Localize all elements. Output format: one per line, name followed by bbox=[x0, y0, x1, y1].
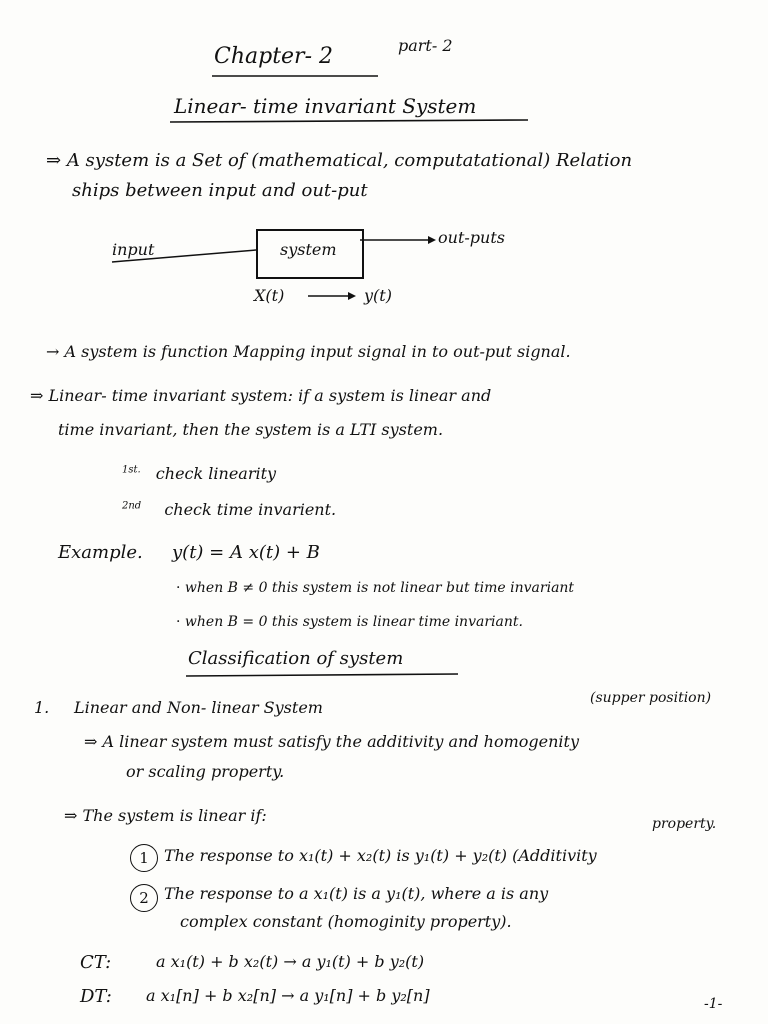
example-case-2 bbox=[176, 614, 523, 630]
arrow-bullet-icon: ⇒ bbox=[30, 386, 44, 405]
step-2-text: check time invarient. bbox=[164, 500, 337, 519]
page-title: Linear- time invariant System bbox=[174, 94, 477, 118]
condition-1-text: The response to x₁(t) + x₂(t) is y₁(t) + y₂(t) (Additivity bbox=[164, 846, 597, 865]
intro-text-1: A system is a Set of (mathematical, computatational) Relation bbox=[66, 150, 633, 171]
step-1-text: check linearity bbox=[155, 464, 277, 483]
dt-label: DT: bbox=[80, 986, 112, 1007]
superposition-note: (supper position) bbox=[590, 690, 712, 706]
classification-item-title: Linear and Non- linear System bbox=[74, 698, 323, 717]
diagram-input-label: input bbox=[112, 240, 155, 259]
condition-1-marker: 1 bbox=[130, 844, 158, 872]
classification-heading: Classification of system bbox=[188, 648, 404, 669]
intro-line-1 bbox=[46, 150, 632, 171]
intro-line-2: ships between input and out-put bbox=[72, 180, 368, 201]
chapter-heading: Chapter- 2 bbox=[214, 44, 334, 69]
arrow-bullet-icon: ⇒ bbox=[84, 732, 98, 751]
arrow-bullet-icon: → bbox=[46, 342, 60, 361]
dot-bullet-icon: · bbox=[176, 580, 181, 596]
example-equation: y(t) = A x(t) + B bbox=[172, 542, 320, 563]
linear-desc-line-2: or scaling property. bbox=[126, 762, 285, 781]
dt-equation: a x₁[n] + b x₂[n] → a y₁[n] + b y₂[n] bbox=[146, 986, 430, 1005]
step-2-ordinal: 2nd bbox=[122, 500, 142, 512]
mapping-text: A system is function Mapping input signal in to out-put signal. bbox=[64, 342, 571, 361]
example-label: Example. bbox=[58, 542, 143, 563]
diagram-xt-label: X(t) bbox=[254, 286, 285, 305]
dot-bullet-icon: · bbox=[176, 614, 181, 630]
arrow-bullet-icon: ⇒ bbox=[64, 806, 78, 825]
lti-line-1 bbox=[30, 386, 491, 405]
linear-if-line bbox=[64, 806, 267, 825]
linear-desc-text-1: A linear system must satisfy the additivity and homogenity bbox=[102, 732, 579, 751]
ct-equation: a x₁(t) + b x₂(t) → a y₁(t) + b y₂(t) bbox=[156, 952, 425, 971]
property-note: property. bbox=[652, 816, 717, 832]
condition-2-marker: 2 bbox=[130, 884, 158, 912]
ct-label: CT: bbox=[80, 952, 112, 973]
linear-desc-line-1 bbox=[84, 732, 579, 751]
lti-line-2: time invariant, then the system is a LTI system. bbox=[58, 420, 444, 439]
classification-item-number: 1. bbox=[34, 698, 50, 717]
example-case-2-text: when B = 0 this system is linear time invariant. bbox=[184, 614, 523, 630]
example-case-1-text: when B ≠ 0 this system is not linear but time invariant bbox=[184, 580, 575, 596]
mapping-line bbox=[46, 342, 571, 361]
step-2 bbox=[122, 500, 336, 519]
lti-text-1: Linear- time invariant system: if a system is linear and bbox=[48, 386, 492, 405]
example-case-1 bbox=[176, 580, 574, 596]
linear-if-text: The system is linear if: bbox=[82, 806, 267, 825]
diagram-system-label: system bbox=[280, 240, 337, 259]
condition-2-text-1: The response to a x₁(t) is a y₁(t), where a is any bbox=[164, 884, 549, 903]
part-label: part- 2 bbox=[398, 36, 453, 55]
arrow-bullet-icon: ⇒ bbox=[46, 150, 62, 171]
step-1-ordinal: 1st. bbox=[122, 464, 141, 476]
diagram-output-label: out-puts bbox=[438, 228, 505, 247]
page-number: -1- bbox=[704, 996, 723, 1012]
diagram-yt-label: y(t) bbox=[364, 286, 392, 305]
condition-2-text-2: complex constant (homoginity property). bbox=[180, 912, 512, 931]
step-1 bbox=[122, 464, 276, 483]
